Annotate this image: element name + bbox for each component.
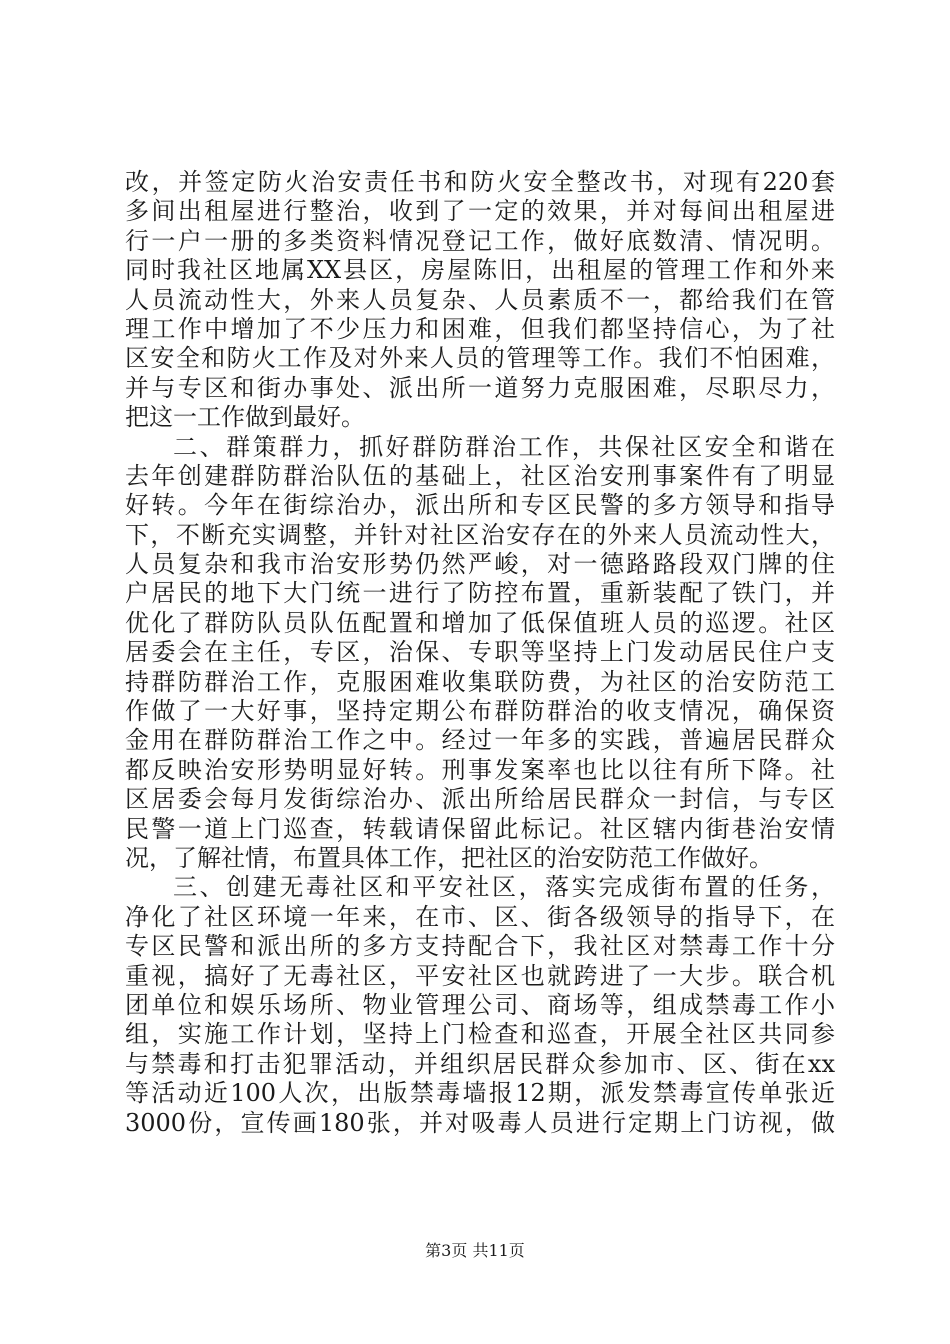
- text-line: 3000份，宣传画180张，并对吸毒人员进行定期上门访视，做: [125, 1108, 835, 1137]
- text-line: 都反映治安形势明显好转。刑事发案率也比以往有所下降。社: [125, 755, 835, 784]
- text-line: 户居民的地下大门统一进行了防控布置，重新装配了铁门，并: [125, 579, 835, 608]
- text-line: 二、群策群力，抓好群防群治工作，共保社区安全和谐在: [173, 432, 835, 461]
- text-line: 重视，搞好了无毒社区，平安社区也就跨进了一大步。联合机: [125, 961, 835, 990]
- text-line: 优化了群防队员队伍配置和增加了低保值班人员的巡逻。社区: [125, 608, 835, 637]
- text-line: 组，实施工作计划，坚持上门检查和巡查，开展全社区共同参: [125, 1020, 835, 1049]
- text-line: 专区民警和派出所的多方支持配合下，我社区对禁毒工作十分: [125, 932, 835, 961]
- text-line: 三、创建无毒社区和平安社区，落实完成街布置的任务，: [173, 873, 835, 902]
- text-line: 居委会在主任，专区，治保、专职等坚持上门发动居民住户支: [125, 638, 835, 667]
- text-line: 人员流动性大，外来人员复杂、人员素质不一，都给我们在管: [125, 285, 835, 314]
- text-line: 区安全和防火工作及对外来人员的管理等工作。我们不怕困难，: [125, 344, 835, 373]
- text-line: 团单位和娱乐场所、物业管理公司、商场等，组成禁毒工作小: [125, 990, 835, 1019]
- text-line: 好转。今年在街综治办，派出所和专区民警的多方领导和指导: [125, 491, 835, 520]
- body-text: [125, 168, 835, 1138]
- text-line: 作做了一大好事，坚持定期公布群防群治的收支情况，确保资: [125, 697, 835, 726]
- text-line: 去年创建群防群治队伍的基础上，社区治安刑事案件有了明显: [125, 461, 835, 490]
- text-line: 况，了解社情，布置具体工作，把社区的治安防范工作做好。: [125, 843, 773, 872]
- text-line: 理工作中增加了不少压力和困难，但我们都坚持信心，为了社: [125, 314, 835, 343]
- text-line: 行一户一册的多类资料情况登记工作，做好底数清、情况明。: [125, 226, 835, 255]
- text-line: 并与专区和街办事处、派出所一道努力克服困难，尽职尽力，: [125, 373, 835, 402]
- text-line: 人员复杂和我市治安形势仍然严峻，对一德路路段双门牌的住: [125, 550, 835, 579]
- text-line: 区居委会每月发街综治办、派出所给居民群众一封信，与专区: [125, 785, 835, 814]
- text-line: 与禁毒和打击犯罪活动，并组织居民群众参加市、区、街在xx: [125, 1049, 835, 1078]
- text-line: 净化了社区环境一年来，在市、区、街各级领导的指导下，在: [125, 902, 835, 931]
- text-line: 改，并签定防火治安责任书和防火安全整改书，对现有220套: [125, 168, 835, 196]
- text-line: 下，不断充实调整，并针对社区治安存在的外来人员流动性大，: [125, 520, 835, 549]
- page-footer: 第3页 共11页: [425, 1241, 525, 1260]
- text-line: 金用在群防群治工作之中。经过一年多的实践，普遍居民群众: [125, 726, 835, 755]
- text-line: 把这一工作做到最好。: [125, 403, 365, 432]
- text-line: 等活动近100人次，出版禁毒墙报12期，派发禁毒宣传单张近: [125, 1079, 835, 1108]
- text-line: 持群防群治工作，克服困难收集联防费，为社区的治安防范工: [125, 667, 835, 696]
- text-line: 民警一道上门巡查，转载请保留此标记。社区辖内街巷治安情: [125, 814, 835, 843]
- text-line: 多间出租屋进行整治，收到了一定的效果，并对每间出租屋进: [125, 197, 835, 226]
- text-line: 同时我社区地属XX县区，房屋陈旧，出租屋的管理工作和外来: [125, 256, 835, 285]
